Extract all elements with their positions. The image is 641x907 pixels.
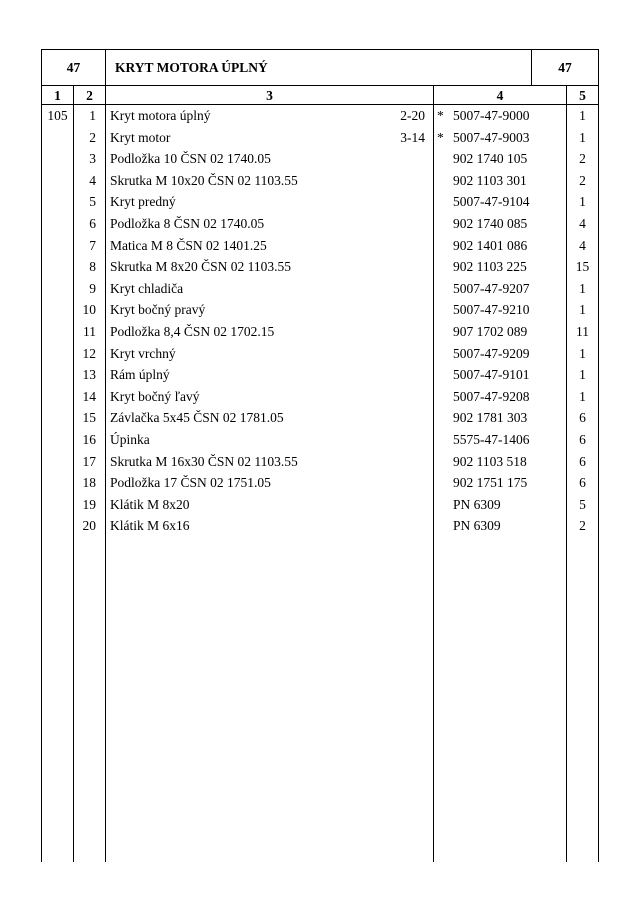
part-code: 5007-47-9207: [453, 280, 530, 296]
quantity: 1: [579, 129, 586, 145]
part-name: Klátik M 6x16: [110, 518, 190, 534]
rule-under-title: [41, 85, 599, 86]
part-name: Kryt motora úplný: [110, 108, 211, 123]
quantity: 1: [579, 280, 586, 296]
part-code: 902 1103 301: [453, 172, 527, 188]
quantity: 1: [579, 302, 586, 318]
part-code: 902 1740 105: [453, 151, 528, 167]
position-number: 11: [83, 324, 96, 339]
assembly-mark: *: [437, 108, 444, 123]
header-right-number: 47: [558, 60, 572, 75]
part-name: Závlačka 5x45 ČSN 02 1781.05: [110, 410, 284, 426]
rule-top: [41, 49, 599, 50]
part-name: Matica M 8 ČSN 02 1401.25: [110, 237, 267, 253]
part-name: Skrutka M 10x20 ČSN 02 1103.55: [110, 172, 298, 188]
part-code: 5007-47-9104: [453, 194, 530, 210]
quantity: 6: [579, 453, 586, 469]
quantity: 1: [579, 388, 586, 404]
position-number: 19: [82, 496, 96, 512]
part-code: 902 1401 086: [453, 237, 528, 253]
part-name: Kryt vrchný: [110, 345, 176, 361]
part-name: Kryt predný: [110, 194, 176, 210]
position-number: 13: [82, 367, 96, 383]
position-number: 3: [89, 151, 96, 167]
part-code: 907 1702 089: [453, 324, 528, 339]
position-number: 2: [89, 129, 96, 145]
group-number: 105: [47, 108, 68, 123]
part-code: 5007-47-9209: [453, 345, 530, 361]
quantity: 1: [579, 108, 586, 123]
column-header-3: 3: [266, 88, 273, 103]
position-number: 12: [82, 345, 96, 361]
part-name: Podložka 8,4 ČSN 02 1702.15: [110, 324, 275, 339]
position-number: 1: [89, 108, 96, 123]
header-title: KRYT MOTORA ÚPLNÝ: [115, 60, 268, 75]
part-name: Skrutka M 16x30 ČSN 02 1103.55: [110, 453, 298, 469]
part-name: Rám úplný: [110, 367, 170, 383]
part-code: 902 1103 225: [453, 259, 527, 275]
part-name: Podložka 10 ČSN 02 1740.05: [110, 151, 271, 167]
header-left-number: 47: [66, 60, 81, 75]
position-number: 9: [89, 280, 96, 296]
part-name: Skrutka M 8x20 ČSN 02 1103.55: [110, 259, 292, 275]
column-header-2: 2: [86, 88, 93, 103]
quantity: 2: [579, 172, 586, 188]
position-number: 4: [89, 172, 96, 188]
quantity: 4: [579, 216, 586, 231]
part-name: Kryt bočný pravý: [110, 302, 206, 318]
part-code: PN 6309: [453, 518, 501, 534]
position-number: 15: [82, 410, 96, 426]
rule-col-3-4: [433, 86, 434, 862]
part-code: 902 1740 085: [453, 216, 528, 231]
part-name: Podložka 8 ČSN 02 1740.05: [110, 216, 265, 231]
position-number: 16: [82, 432, 96, 447]
part-code: 5007-47-9208: [453, 388, 530, 404]
part-code: 902 1103 518: [453, 453, 527, 469]
quantity: 15: [575, 259, 590, 275]
position-number: 8: [89, 259, 96, 275]
quantity: 2: [579, 151, 586, 167]
part-name: Kryt chladiča: [110, 280, 184, 296]
column-header-1: 1: [54, 88, 61, 103]
quantity: 5: [579, 496, 586, 512]
part-code: PN 6309: [453, 496, 501, 512]
position-number: 5: [89, 194, 96, 210]
part-name: Podložka 17 ČSN 02 1751.05: [110, 475, 271, 491]
rule-under-column-numbers: [41, 104, 599, 105]
assembly-mark: *: [437, 129, 444, 145]
rule-left-border: [41, 49, 42, 862]
part-name: Klátik M 8x20: [110, 496, 190, 512]
position-number: 6: [89, 216, 96, 231]
part-code: 5007-47-9003: [453, 129, 530, 145]
quantity: 4: [579, 237, 586, 253]
quantity: 6: [579, 432, 586, 447]
part-name: Kryt bočný ľavý: [110, 388, 200, 404]
part-code: 902 1751 175: [453, 475, 528, 491]
part-code: 5007-47-9210: [453, 302, 530, 318]
rule-right-border: [598, 49, 599, 862]
quantity: 6: [579, 410, 586, 426]
quantity: 1: [579, 194, 586, 210]
quantity: 2: [579, 518, 586, 534]
part-name: Úpinka: [110, 432, 150, 447]
position-number: 10: [82, 302, 96, 318]
column-header-4: 4: [496, 88, 504, 103]
position-number: 20: [82, 518, 96, 534]
part-code: 5007-47-9101: [453, 367, 530, 383]
part-code: 5007-47-9000: [453, 108, 530, 123]
position-number: 14: [82, 388, 96, 404]
position-number: 17: [82, 453, 96, 469]
position-range: 3-14: [400, 129, 425, 145]
part-code: 902 1781 303: [453, 410, 528, 426]
column-header-5: 5: [579, 88, 586, 103]
quantity: 11: [576, 324, 589, 339]
quantity: 1: [579, 345, 586, 361]
quantity: 6: [579, 475, 586, 491]
position-number: 7: [89, 237, 96, 253]
position-range: 2-20: [400, 108, 425, 123]
quantity: 1: [579, 367, 586, 383]
part-name: Kryt motor: [110, 129, 171, 145]
rule-title-left: [105, 49, 106, 862]
part-code: 5575-47-1406: [453, 432, 530, 447]
position-number: 18: [82, 475, 96, 491]
